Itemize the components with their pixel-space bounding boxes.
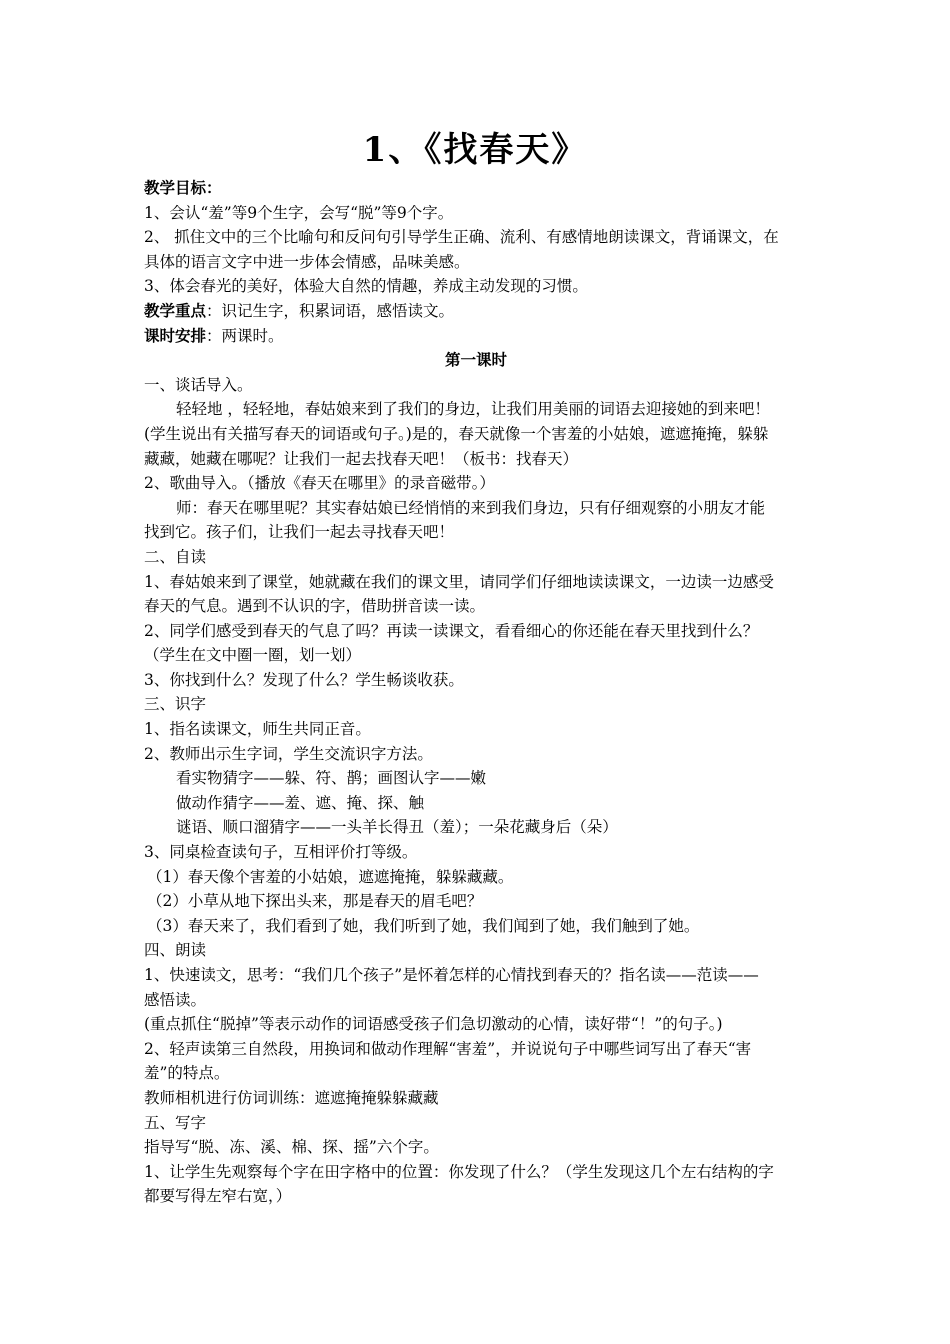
section-heading: 三、识字	[144, 695, 207, 714]
paragraph-line: 轻轻地 ，轻轻地，春姑娘来到了我们的身边，让我们用美丽的词语去迎接她的到来吧！	[176, 400, 770, 419]
paragraph-line: (学生说出有关描写春天的词语或句子。)是的，春天就像一个害羞的小姑娘，遮遮掩掩，躲躲	[144, 424, 769, 443]
paragraph-line: 羞”的特点。	[144, 1064, 230, 1083]
goal-line: 3、体会春光的美好，体验大自然的情趣，养成主动发现的习惯。	[144, 277, 588, 296]
paragraph-line: （学生在文中圈一圈，划一划）	[144, 646, 362, 665]
paragraph-line: 2、教师出示生字词，学生交流识字方法。	[144, 744, 433, 763]
focus-text: ：识记生字，积累词语，感悟读文。	[206, 301, 455, 320]
document-title: 1、《找春天》	[362, 130, 588, 170]
paragraph-line: 1、让学生先观察每个字在田字格中的位置：你发现了什么？（学生发现这几个左右结构的字	[144, 1162, 774, 1181]
paragraph-line: 看实物猜字——躲、符、鹊；画图认字——嫩	[176, 769, 487, 788]
schedule-label: 课时安排	[144, 325, 207, 345]
paragraph-line: 教师相机进行仿词训练：遮遮掩掩躲躲藏藏	[144, 1088, 439, 1107]
schedule-text: ：两课时。	[206, 326, 284, 345]
paragraph-line: 2、歌曲导入。（播放《春天在哪里》的录音磁带。）	[144, 474, 495, 493]
schedule-line	[144, 324, 808, 349]
goal-line: 具体的语言文字中进一步体会情感，品味美感。	[144, 252, 470, 271]
paragraph-line: 感悟读。	[144, 990, 207, 1009]
document-body	[144, 176, 808, 1209]
lesson-heading: 第一课时	[444, 350, 507, 370]
paragraph-line: 1、指名读课文，师生共同正音。	[144, 720, 371, 739]
paragraph-line: (重点抓住“脱掉”等表示动作的词语感受孩子们急切激动的心情，读好带“！”的句子。)	[144, 1015, 723, 1034]
paragraph-line: 3、你找到什么？发现了什么？学生畅谈收获。	[144, 670, 464, 689]
paragraph-line: （1）春天像个害羞的小姑娘，遮遮掩掩，躲躲藏藏。	[147, 867, 514, 886]
paragraph-line: 找到它。孩子们，让我们一起去寻找春天吧！	[144, 523, 455, 542]
section-heading: 四、朗读	[144, 941, 207, 960]
goal-line: 2、 抓住文中的三个比喻句和反问句引导学生正确、流利、有感情地朗读课文，背诵课文，在	[144, 228, 779, 247]
paragraph-line: 都要写得左窄右宽，）	[144, 1187, 292, 1206]
paragraph-line: 1、快速读文，思考：“我们几个孩子”是怀着怎样的心情找到春天的？指名读——范读——	[144, 966, 759, 984]
paragraph-line: 藏藏，她藏在哪呢？让我们一起去找春天吧！（板书：找春天）	[144, 449, 579, 468]
paragraph-line: 2、轻声读第三自然段，用换词和做动作理解“害羞”，并说说句子中哪些词写出了春天“害	[144, 1039, 752, 1058]
paragraph-line: 春天的气息。遇到不认识的字，借助拼音读一读。	[144, 597, 486, 616]
paragraph-line: 谜语、顺口溜猜字——一头羊长得丑（羞）；一朵花藏身后（朵）	[176, 818, 618, 837]
focus-label: 教学重点	[144, 300, 207, 320]
paragraph-line: 2、同学们感受到春天的气息了吗？再读一读课文，看看细心的你还能在春天里找到什么？	[144, 621, 759, 640]
paragraph-line: 1、春姑娘来到了课堂，她就藏在我们的课文里，请同学们仔细地读读课文，一边读一边感受	[144, 572, 774, 591]
section-heading: 一、谈话导入。	[144, 375, 253, 394]
paragraph-line: 做动作猜字——羞、遮、掩、探、触	[176, 793, 425, 812]
paragraph-line: 3、同桌检查读句子，互相评价打等级。	[144, 843, 418, 862]
section-heading: 二、自读	[144, 547, 207, 566]
paragraph-line: （2）小草从地下探出头来，那是春天的眉毛吧？	[147, 892, 483, 911]
goal-line: 1、会认“羞”等9个生字，会写“脱”等9个字。	[144, 203, 454, 222]
paragraph-line: 师：春天在哪里呢？其实春姑娘已经悄悄的来到我们身边，只有仔细观察的小朋友才能	[176, 498, 766, 517]
paragraph-line: 指导写“脱、冻、溪、棉、探、摇”六个字。	[144, 1138, 439, 1157]
paragraph-line: （3）春天来了，我们看到了她，我们听到了她，我们闻到了她，我们触到了她。	[147, 916, 700, 935]
goals-heading: 教学目标：	[144, 178, 222, 197]
section-heading: 五、写字	[144, 1113, 207, 1132]
focus-line	[144, 299, 808, 324]
